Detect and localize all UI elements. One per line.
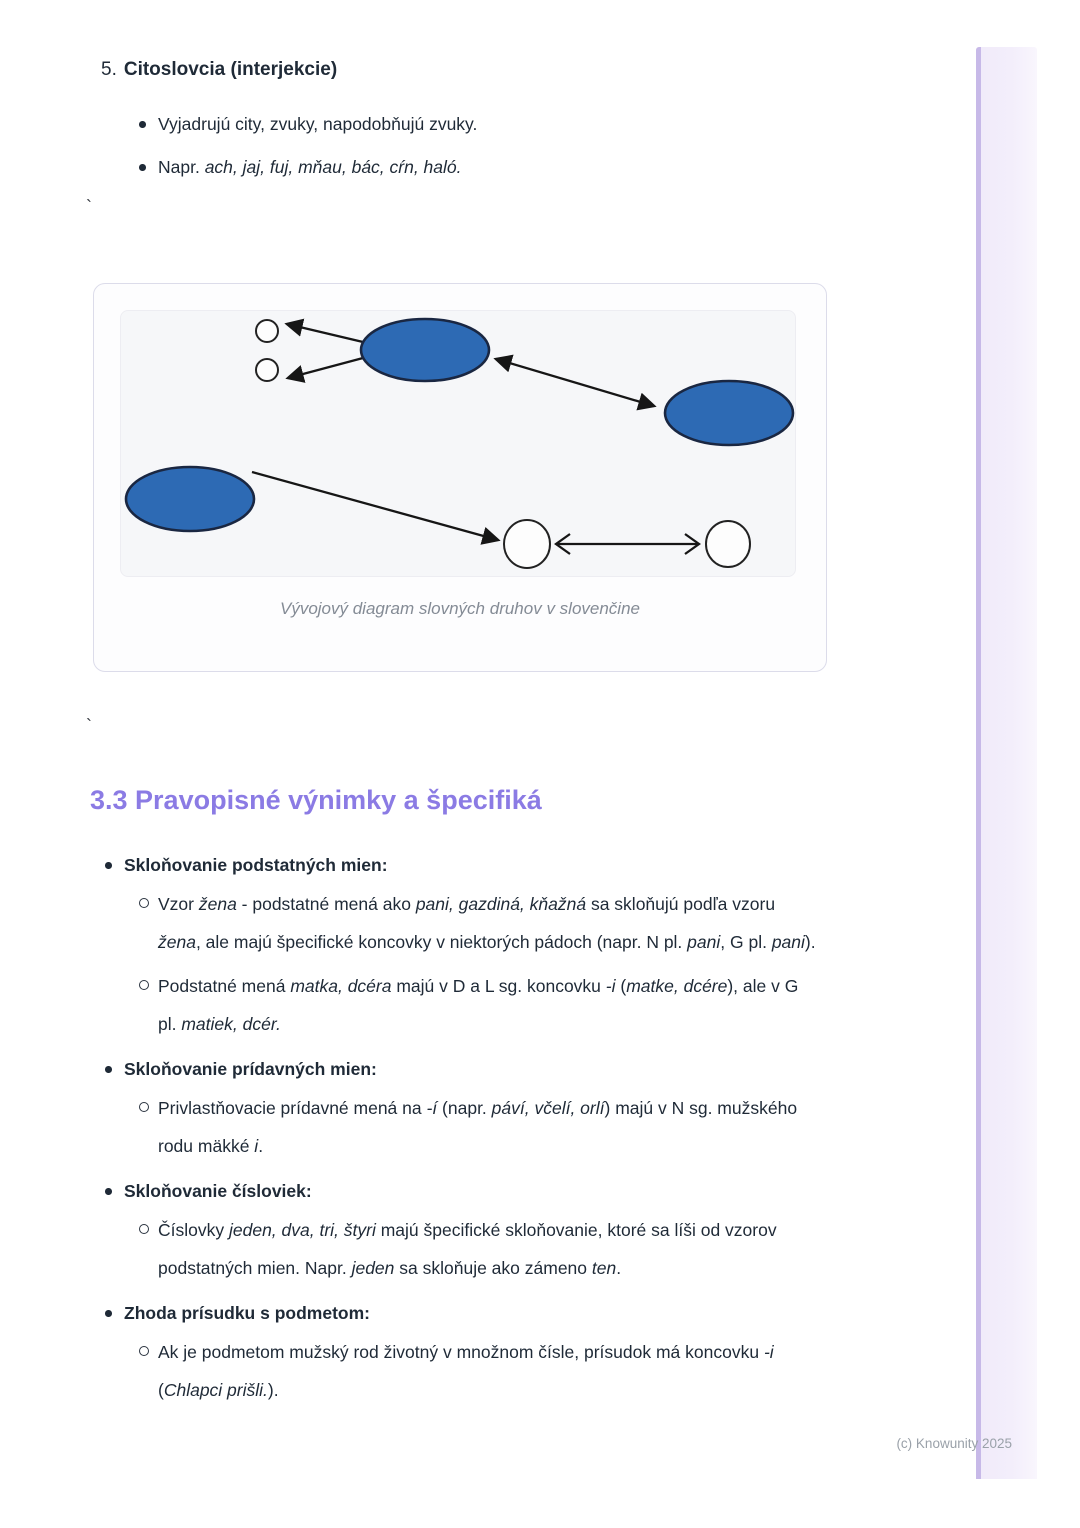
numbered-item	[101, 57, 337, 83]
flow-diagram-svg	[121, 311, 796, 577]
bullet-circle-icon	[139, 1211, 158, 1287]
subitem-text: Číslovky jeden, dva, tri, štyri majú špecifické skloňovanie, ktoré sa líši od vzorov podstatných mien. Napr. jeden sa skloňuje ako zámeno ten.	[158, 1220, 777, 1278]
stray-tick: `	[86, 716, 92, 736]
circle-node	[256, 359, 278, 381]
bullet-item	[90, 154, 850, 180]
stray-tick: `	[86, 197, 92, 217]
footer-copyright: (c) Knowunity 2025	[896, 1436, 1012, 1451]
subitem-text: Ak je podmetom mužský rod životný v množnom čísle, prísudok má koncovku -i (Chlapci prišli.).	[158, 1342, 774, 1400]
bullet-dot-icon	[105, 1177, 124, 1205]
bullet-circle-icon	[139, 967, 158, 1043]
outline-group	[90, 1177, 838, 1287]
outline-title-row	[90, 851, 838, 879]
outline-subitem	[90, 1211, 838, 1287]
outline-title: Zhoda prísudku s podmetom:	[124, 1303, 370, 1323]
circle-node	[706, 521, 750, 567]
outline-group	[90, 1299, 838, 1409]
ellipse-node	[361, 319, 489, 381]
section-heading: 3.3 Pravopisné výnimky a špecifiká	[90, 785, 542, 815]
arrow-line	[287, 324, 363, 342]
outline-title-row	[90, 1177, 838, 1205]
bullet-dot-icon	[139, 111, 158, 137]
subitem-text: Privlastňovacie prídavné mená na -í (napr. páví, včelí, orlí) majú v N sg. mužského rodu mäkké i.	[158, 1098, 798, 1156]
ellipse-node	[126, 467, 254, 531]
item-number: 5.	[101, 59, 117, 80]
outline-title: Skloňovanie prídavných mien:	[124, 1059, 377, 1079]
outline-title-row	[90, 1299, 838, 1327]
figure-card	[93, 283, 827, 672]
bullet-circle-icon	[139, 1089, 158, 1165]
subitem-text: Podstatné mená matka, dcéra majú v D a L sg. koncovku -i (matke, dcére), ale v G pl. matiek, dcér.	[158, 976, 799, 1034]
outline-subitem	[90, 885, 838, 961]
ellipse-node	[665, 381, 793, 445]
figure-panel	[120, 310, 796, 577]
item-title: Citoslovcia (interjekcie)	[123, 59, 338, 80]
outline-title-row	[90, 1055, 838, 1083]
figure-caption: Vývojový diagram slovných druhov v slovenčine	[279, 599, 640, 618]
arrow-line	[496, 359, 654, 406]
outline-group	[90, 851, 838, 1043]
arrow-line	[288, 358, 363, 378]
bullet-text: Napr. ach, jaj, fuj, mňau, bác, cŕn, haló.	[158, 157, 462, 177]
circle-node	[256, 320, 278, 342]
side-stripe	[976, 47, 1037, 1479]
outline-subitem	[90, 967, 838, 1043]
outline-subitem	[90, 1333, 838, 1409]
bullet-dot-icon	[105, 851, 124, 879]
bullet-item	[90, 111, 850, 137]
outline-group	[90, 1055, 838, 1165]
outline-list	[90, 845, 838, 1421]
outline-title: Skloňovanie čísloviek:	[124, 1181, 312, 1201]
bullet-dot-icon	[139, 154, 158, 180]
arrow-line	[252, 472, 498, 540]
outline-title: Skloňovanie podstatných mien:	[124, 855, 388, 875]
subitem-text: Vzor žena - podstatné mená ako pani, gazdiná, kňažná sa skloňujú podľa vzoru žena, ale majú špecifické koncovky v niektorých pádoch (napr. N pl. pani, G pl. pani).	[158, 894, 816, 952]
blue-nodes	[126, 319, 793, 531]
bullet-dot-icon	[105, 1299, 124, 1327]
bullet-circle-icon	[139, 1333, 158, 1409]
bullet-circle-icon	[139, 885, 158, 961]
outline-subitem	[90, 1089, 838, 1165]
white-nodes	[256, 320, 750, 568]
bullet-dot-icon	[105, 1055, 124, 1083]
circle-node	[504, 520, 550, 568]
bullet-text: Vyjadrujú city, zvuky, napodobňujú zvuky.	[158, 114, 478, 134]
